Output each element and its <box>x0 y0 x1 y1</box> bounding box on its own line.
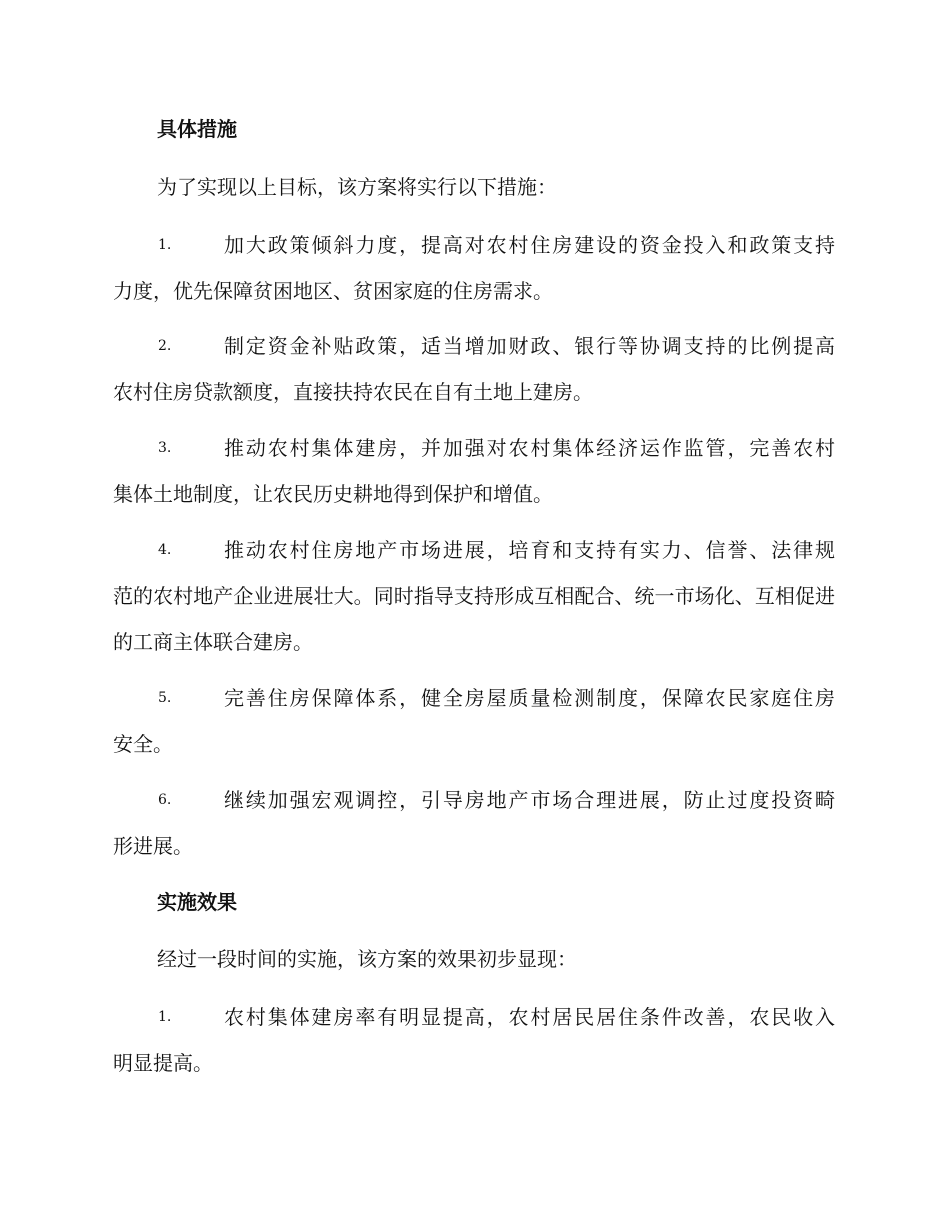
item-number: 2. <box>158 338 172 354</box>
item-text-line1: 农村集体建房率有明显提高，农村居民居住条件改善，农民收入 <box>224 1005 835 1029</box>
measure-item-3 <box>113 425 835 517</box>
measure-item-4 <box>113 527 835 665</box>
item-text-line1: 推动农村集体建房，并加强对农村集体经济运作监管，完善农村 <box>224 436 835 460</box>
item-text-rest: 集体土地制度，让农民历史耕地得到保护和增值。 <box>113 482 553 506</box>
item-number: 3. <box>158 440 172 456</box>
item-text-line1: 继续加强宏观调控，引导房地产市场合理进展，防止过度投资畸 <box>224 788 835 812</box>
item-number: 6. <box>158 792 172 808</box>
item-text-line1: 推动农村住房地产市场进展，培育和支持有实力、信誉、法律规 <box>224 538 835 562</box>
measures-intro: 为了实现以上目标，该方案将实行以下措施： <box>157 175 557 199</box>
measure-item-2 <box>113 323 835 415</box>
item-text-line1: 加大政策倾斜力度，提高对农村住房建设的资金投入和政策支持 <box>224 233 835 257</box>
item-text-rest: 形进展。 <box>113 834 193 858</box>
measure-item-1 <box>113 222 835 314</box>
item-text-rest: 安全。 <box>113 732 173 756</box>
item-number: 4. <box>158 542 172 558</box>
measure-item-6 <box>113 777 835 869</box>
item-text-line1: 完善住房保障体系，健全房屋质量检测制度，保障农民家庭住房 <box>224 686 835 710</box>
item-number: 1. <box>158 1009 172 1025</box>
item-text-rest: 范的农村地产企业进展壮大。同时指导支持形成互相配合、统一市场化、互相促进的工商主体联合建房。 <box>113 584 835 654</box>
item-text-rest: 农村住房贷款额度，直接扶持农民在自有土地上建房。 <box>113 380 593 404</box>
item-text-rest: 明显提高。 <box>113 1051 213 1075</box>
measure-item-5 <box>113 675 835 767</box>
item-number: 5. <box>158 690 172 706</box>
effect-item-1 <box>113 994 835 1086</box>
item-number: 1. <box>158 237 172 253</box>
effects-intro: 经过一段时间的实施，该方案的效果初步显现： <box>157 947 577 971</box>
item-text-line1: 制定资金补贴政策，适当增加财政、银行等协调支持的比例提高 <box>224 334 835 358</box>
section-heading-effects: 实施效果 <box>157 890 237 914</box>
section-heading-measures: 具体措施 <box>157 117 237 141</box>
item-text-rest: 力度，优先保障贫困地区、贫困家庭的住房需求。 <box>113 279 553 303</box>
